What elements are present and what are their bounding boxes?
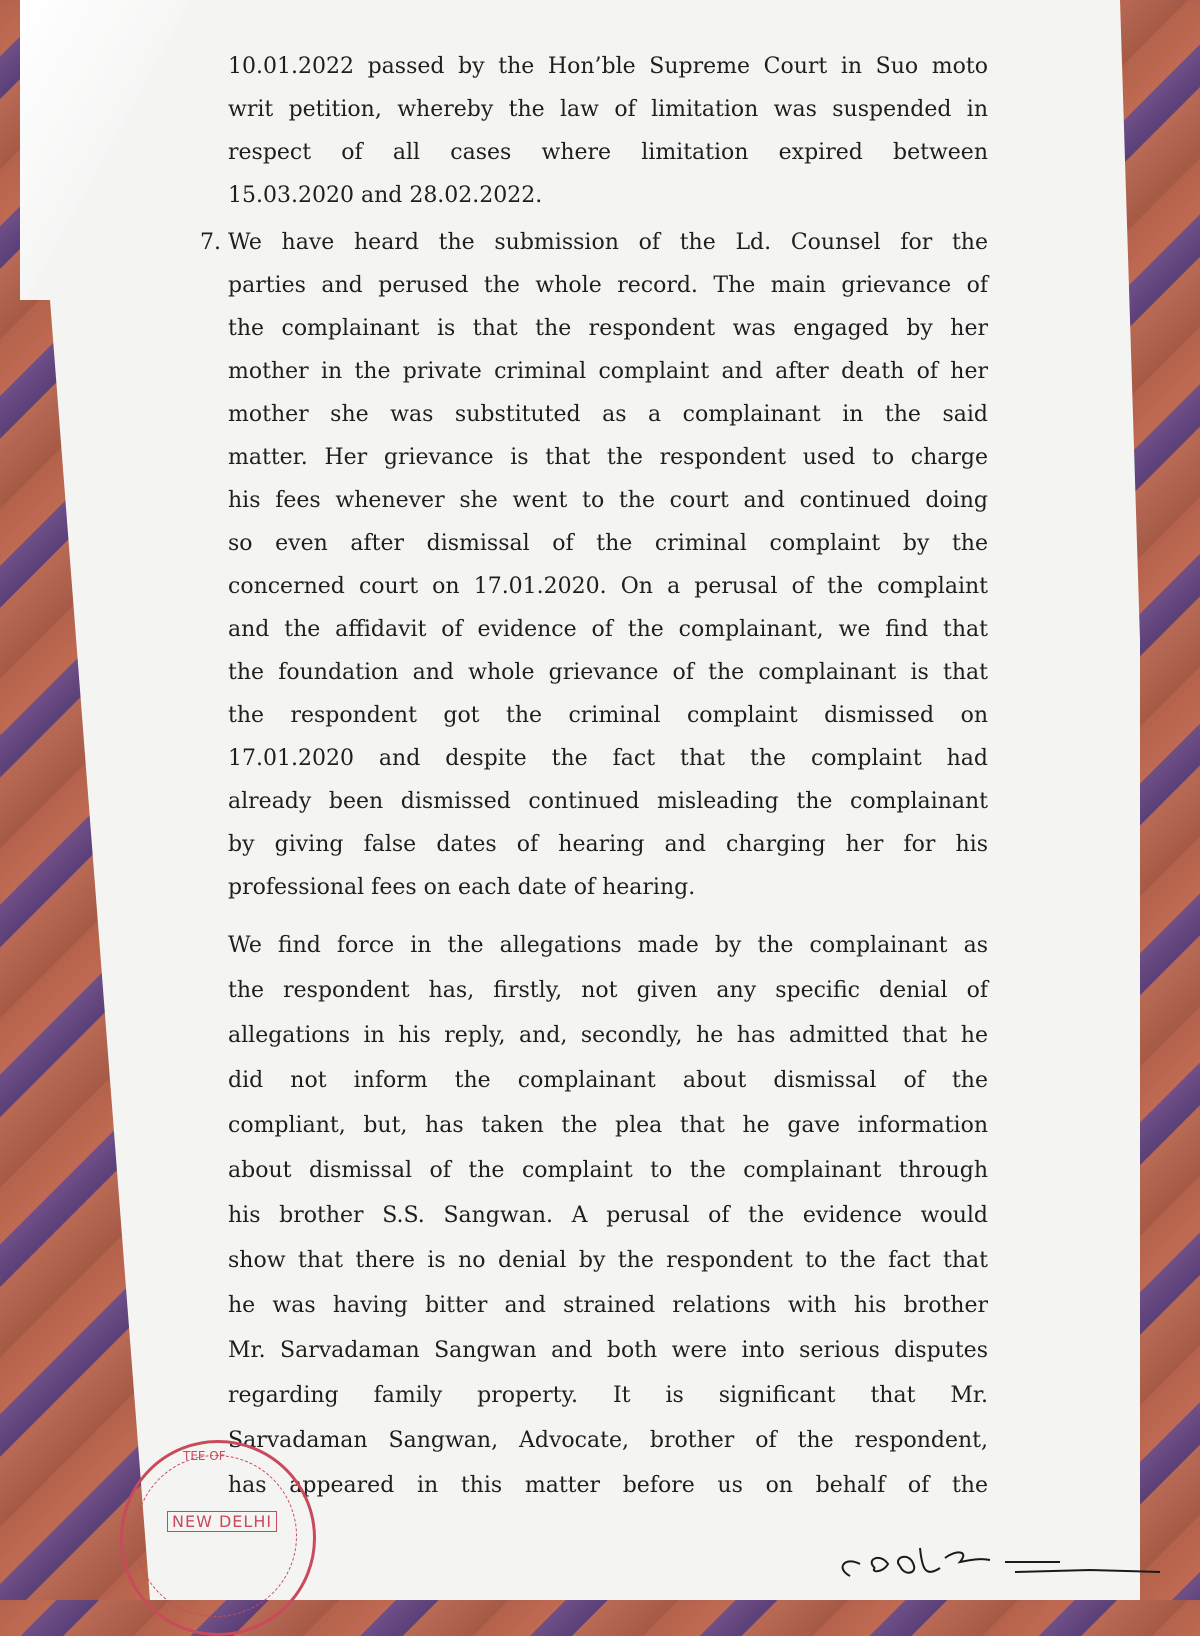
text-line: show that there is no denial by the respondent to the fact that (228, 1248, 988, 1273)
text-line: We find force in the allegations made by the complainant as (228, 933, 988, 958)
stamp-top-text: TEE OF (183, 1449, 226, 1463)
text-line: parties and perused the whole record. The main grievance of (228, 273, 988, 298)
paragraph-number: 7. (200, 230, 221, 255)
text-line: compliant, but, has taken the plea that he gave information (228, 1113, 988, 1138)
text-line: We have heard the submission of the Ld. Counsel for the (228, 230, 988, 255)
handwritten-signature (830, 1538, 1170, 1588)
text-line: concerned court on 17.01.2020. On a perusal of the complaint (228, 574, 988, 599)
text-line: 15.03.2020 and 28.02.2022. (228, 183, 543, 208)
text-line: his fees whenever she went to the court and continued doing (228, 488, 988, 513)
text-line: the foundation and whole grievance of the complainant is that (228, 660, 988, 685)
stamp-inner-ring (135, 1455, 297, 1617)
text-line: the complainant is that the respondent was engaged by her (228, 316, 988, 341)
text-line: the respondent has, firstly, not given any specific denial of (228, 978, 988, 1003)
paragraph-continuation (228, 45, 988, 217)
text-line: professional fees on each date of hearing. (228, 875, 696, 900)
text-line: respect of all cases where limitation expired between (228, 140, 988, 165)
text-line: Sarvadaman Sangwan, Advocate, brother of the respondent, (228, 1428, 988, 1453)
text-line: his brother S.S. Sangwan. A perusal of the evidence would (228, 1203, 988, 1228)
folded-corner (20, 0, 195, 310)
stamp-city: NEW DELHI (167, 1511, 277, 1532)
text-line: allegations in his reply, and, secondly, he has admitted that he (228, 1023, 988, 1048)
text-line: has appeared in this matter before us on behalf of the (228, 1473, 988, 1498)
text-line: regarding family property. It is significant that Mr. (228, 1383, 988, 1408)
text-line: the respondent got the criminal complaint dismissed on (228, 703, 988, 728)
text-line: Mr. Sarvadaman Sangwan and both were into serious disputes (228, 1338, 988, 1363)
text-line: about dismissal of the complaint to the complainant through (228, 1158, 988, 1183)
text-line: so even after dismissal of the criminal complaint by the (228, 531, 988, 556)
official-stamp (120, 1440, 316, 1636)
paragraph-7 (200, 221, 988, 909)
text-line: already been dismissed continued misleading the complainant (228, 789, 988, 814)
text-line: mother she was substituted as a complainant in the said (228, 402, 988, 427)
text-line: 10.01.2022 passed by the Hon’ble Supreme Court in Suo moto (228, 54, 988, 79)
text-line: by giving false dates of hearing and charging her for his (228, 832, 988, 857)
text-line: mother in the private criminal complaint and after death of her (228, 359, 988, 384)
text-line: matter. Her grievance is that the respondent used to charge (228, 445, 988, 470)
text-line: 17.01.2020 and despite the fact that the complaint had (228, 746, 988, 771)
text-line: and the affidavit of evidence of the complainant, we find that (228, 617, 988, 642)
text-line: did not inform the complainant about dismissal of the (228, 1068, 988, 1093)
text-line: writ petition, whereby the law of limitation was suspended in (228, 97, 988, 122)
paragraph-findings (228, 923, 988, 1508)
text-line: he was having bitter and strained relations with his brother (228, 1293, 988, 1318)
